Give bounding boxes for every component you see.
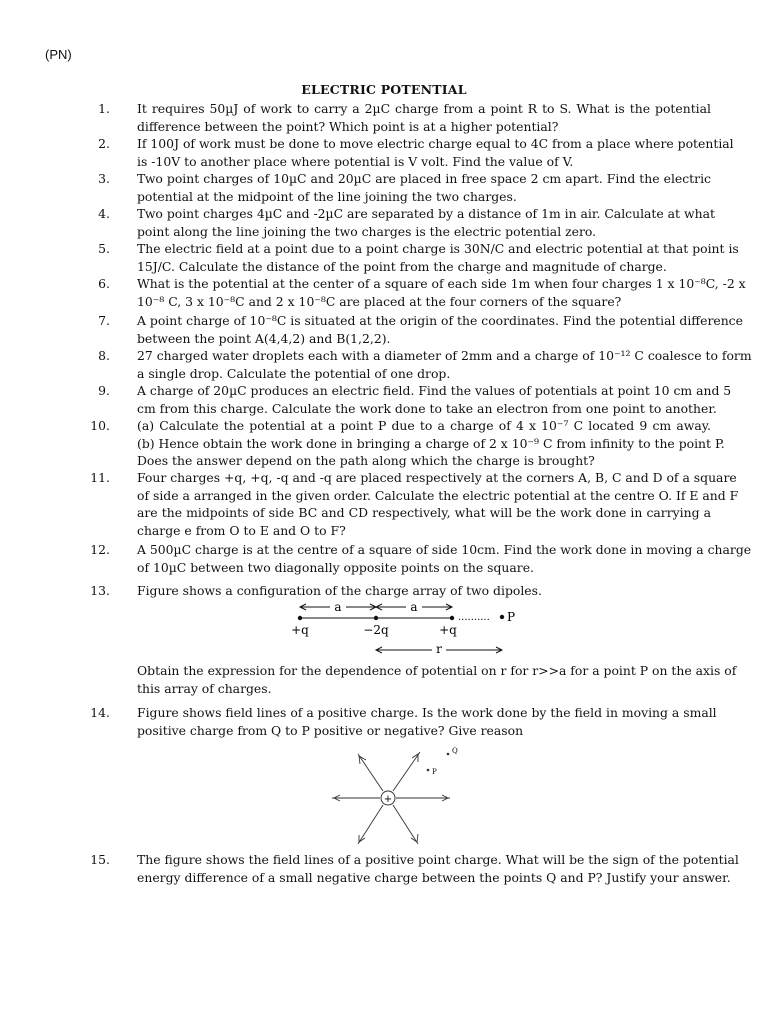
question-line: charge e from O to E and O to F? bbox=[137, 522, 346, 538]
question-number: 1. bbox=[98, 101, 110, 116]
question-line: are the midpoints of side BC and CD respectively, what will be the work done in carrying a bbox=[137, 505, 711, 521]
question-text bbox=[137, 347, 752, 382]
question-line: of 10µC between two diagonally opposite points on the square. bbox=[137, 559, 534, 575]
question-line: this array of charges. bbox=[137, 680, 272, 696]
question-number: 12. bbox=[90, 542, 110, 557]
question-text bbox=[137, 205, 715, 240]
question-line: is -10V to another place where potential is V volt. Find the value of V. bbox=[137, 153, 574, 169]
question-line: Figure shows a configuration of the charge array of two dipoles. bbox=[137, 583, 542, 598]
point-p-label: P bbox=[507, 610, 516, 624]
question-text bbox=[137, 382, 732, 417]
question-number: 3. bbox=[98, 171, 110, 186]
field-line-down-right bbox=[393, 805, 418, 844]
question-line: (b) Hence obtain the work done in bringing a charge of 2 x 10⁻⁹ C from infinity to the point P. bbox=[137, 435, 725, 451]
question-line: 10⁻⁸ C, 3 x 10⁻⁸C and 2 x 10⁻⁸C are placed at the four corners of the square? bbox=[137, 293, 622, 309]
question-number: 8. bbox=[98, 348, 110, 363]
question-line: energy difference of a small negative charge between the points Q and P? Justify your answer. bbox=[137, 869, 731, 885]
question-text bbox=[137, 469, 739, 539]
charge-label-2: −2q bbox=[363, 623, 389, 637]
question-line: Figure shows field lines of a positive charge. Is the work done by the field in moving a small bbox=[137, 705, 717, 720]
question-line: (a) Calculate the potential at a point P due to a charge of 4 x 10⁻⁷ C located 9 cm away. bbox=[137, 418, 711, 433]
positive-charge-symbol: + bbox=[383, 794, 393, 805]
question-text bbox=[137, 582, 711, 600]
question-line: What is the potential at the center of a square of each side 1m when four charges 1 x 10⁻⁸C, -2 x bbox=[137, 276, 746, 291]
spacing-label-1: a bbox=[334, 600, 342, 614]
point-p-label: P bbox=[432, 768, 437, 776]
question-text bbox=[137, 312, 743, 347]
question-text bbox=[137, 851, 739, 886]
question-line: A 500µC charge is at the centre of a square of side 10cm. Find the work done in moving a charge bbox=[137, 542, 752, 557]
distance-label: r bbox=[436, 642, 442, 656]
question-text bbox=[137, 170, 711, 205]
question-text bbox=[137, 135, 734, 170]
point-q-dot bbox=[447, 753, 450, 756]
question-line: 27 charged water droplets each with a diameter of 2mm and a charge of 10⁻¹² C coalesce to form bbox=[137, 348, 752, 363]
question-number: 10. bbox=[90, 418, 110, 433]
point-p-dot bbox=[427, 769, 430, 772]
question-line: potential at the midpoint of the line joining the two charges. bbox=[137, 188, 517, 204]
question-number: 5. bbox=[98, 241, 110, 256]
question-line: The figure shows the field lines of a positive point charge. What will be the sign of the potential bbox=[137, 852, 739, 867]
question-text bbox=[137, 541, 752, 576]
question-line: 15J/C. Calculate the distance of the point from the charge and magnitude of charge. bbox=[137, 258, 667, 274]
field-line-up-left bbox=[358, 754, 383, 791]
question-text bbox=[137, 704, 717, 739]
question-line: Does the answer depend on the path along which the charge is brought? bbox=[137, 453, 595, 469]
question-line: of side a arranged in the given order. Calculate the electric potential at the centre O. If E and F bbox=[137, 487, 739, 503]
question-line: If 100J of work must be done to move electric charge equal to 4C from a place where potential bbox=[137, 136, 734, 151]
question-line: A charge of 20µC produces an electric field. Find the values of potentials at point 10 cm and 5 bbox=[137, 383, 732, 398]
field-lines-figure bbox=[330, 744, 460, 848]
question-text bbox=[137, 240, 739, 275]
question-line: A point charge of 10⁻⁸C is situated at the origin of the coordinates. Find the potential difference bbox=[137, 313, 743, 328]
question-number: 11. bbox=[90, 470, 110, 485]
question-number: 2. bbox=[98, 136, 110, 151]
charge-label-1: +q bbox=[291, 623, 309, 637]
question-line: between the point A(4,4,2) and B(1,2,2). bbox=[137, 330, 391, 346]
page-title: ELECTRIC POTENTIAL bbox=[301, 82, 467, 97]
question-line: a single drop. Calculate the potential of one drop. bbox=[137, 365, 451, 381]
question-line: Obtain the expression for the dependence of potential on r for r>>a for a point P on the axis of bbox=[137, 663, 737, 678]
question-number: 6. bbox=[98, 276, 110, 291]
question-number: 4. bbox=[98, 206, 110, 221]
question-line: point along the line joining the two charges is the electric potential zero. bbox=[137, 223, 597, 239]
question-text bbox=[137, 275, 746, 310]
question-number: 13. bbox=[90, 583, 110, 598]
charge-label-3: +q bbox=[439, 623, 457, 637]
question-number: 15. bbox=[90, 852, 110, 867]
question-line: Two point charges 4µC and -2µC are separated by a distance of 1m in air. Calculate at what bbox=[137, 206, 715, 221]
question-text bbox=[137, 100, 711, 135]
charge-dot-1 bbox=[298, 616, 302, 620]
question-line: Four charges +q, +q, -q and -q are placed respectively at the corners A, B, C and D of a square bbox=[137, 470, 737, 485]
question-text bbox=[137, 662, 737, 697]
question-line: Two point charges of 10µC and 20µC are placed in free space 2 cm apart. Find the electric bbox=[137, 171, 711, 186]
dipole-array-figure bbox=[280, 598, 540, 658]
question-line: The electric field at a point due to a point charge is 30N/C and electric potential at that point is bbox=[137, 241, 739, 256]
question-line: difference between the point? Which point is at a higher potential? bbox=[137, 118, 559, 134]
point-p-dot bbox=[500, 615, 504, 619]
point-q-label: Q bbox=[452, 747, 458, 755]
charge-dot-3 bbox=[450, 616, 454, 620]
header-code: (PN) bbox=[45, 47, 72, 62]
question-text bbox=[137, 417, 725, 470]
question-line: positive charge from Q to P positive or negative? Give reason bbox=[137, 722, 524, 738]
question-line: cm from this charge. Calculate the work done to take an electron from one point to another. bbox=[137, 400, 717, 416]
question-number: 9. bbox=[98, 383, 110, 398]
charge-dot-2 bbox=[374, 616, 378, 620]
dotted-line: .......... bbox=[458, 612, 490, 623]
spacing-label-2: a bbox=[410, 600, 418, 614]
question-line: It requires 50µJ of work to carry a 2µC charge from a point R to S. What is the potential bbox=[137, 101, 711, 116]
field-line-down-left bbox=[358, 805, 383, 844]
field-line-up-right bbox=[393, 752, 420, 791]
question-number: 7. bbox=[98, 313, 110, 328]
question-number: 14. bbox=[90, 705, 110, 720]
